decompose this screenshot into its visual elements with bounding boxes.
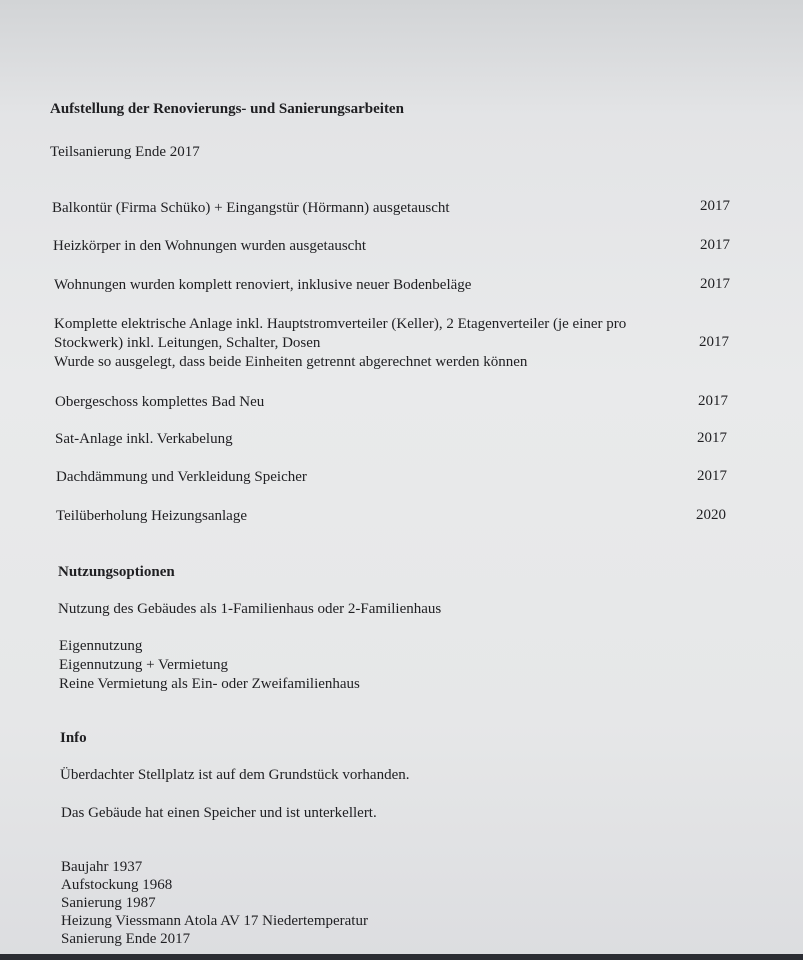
work-item-text: Teilüberholung Heizungsanlage	[56, 508, 247, 524]
usage-heading: Nutzungsoptionen	[58, 564, 175, 580]
usage-option: Eigennutzung + Vermietung	[59, 657, 228, 673]
work-item-text: Dachdämmung und Verkleidung Speicher	[56, 469, 307, 485]
work-item-year: 2017	[700, 198, 730, 214]
work-item-text: Obergeschoss komplettes Bad Neu	[55, 394, 265, 410]
work-item-text: Stockwerk) inkl. Leitungen, Schalter, Dosen	[54, 335, 321, 351]
work-item-text: Komplette elektrische Anlage inkl. Hauptstromverteiler (Keller), 2 Etagenverteiler (je einer pro	[54, 316, 627, 332]
info-fact: Baujahr 1937	[61, 859, 143, 875]
work-item-text: Sat-Anlage inkl. Verkabelung	[55, 431, 233, 447]
work-item-year: 2017	[697, 430, 727, 446]
info-fact: Aufstockung 1968	[61, 877, 173, 893]
info-fact: Heizung Viessmann Atola AV 17 Niedertemperatur	[61, 913, 368, 929]
work-item-text: Balkontür (Firma Schüko) + Eingangstür (Hörmann) ausgetauscht	[52, 200, 450, 216]
usage-option: Eigennutzung	[59, 638, 143, 654]
screen-bezel-edge	[0, 954, 803, 960]
work-item-year: 2017	[699, 334, 729, 350]
work-item-text: Wohnungen wurden komplett renoviert, inklusive neuer Bodenbeläge	[54, 277, 472, 293]
info-line: Das Gebäude hat einen Speicher und ist unterkellert.	[61, 805, 377, 821]
info-line: Überdachter Stellplatz ist auf dem Grundstück vorhanden.	[60, 767, 410, 783]
usage-intro: Nutzung des Gebäudes als 1-Familienhaus oder 2-Familienhaus	[58, 601, 442, 617]
document-subtitle: Teilsanierung Ende 2017	[50, 144, 200, 160]
work-item-year: 2017	[698, 393, 728, 409]
work-item-year: 2017	[697, 468, 727, 484]
document-title: Aufstellung der Renovierungs- und Sanierungsarbeiten	[50, 101, 404, 117]
work-item-year: 2020	[696, 507, 726, 523]
work-item-year: 2017	[700, 237, 730, 253]
info-fact: Sanierung 1987	[61, 895, 156, 911]
work-item-text: Heizkörper in den Wohnungen wurden ausgetauscht	[53, 238, 367, 254]
info-fact: Sanierung Ende 2017	[61, 931, 191, 947]
info-heading: Info	[60, 730, 87, 746]
usage-option: Reine Vermietung als Ein- oder Zweifamilienhaus	[59, 676, 360, 692]
work-item-text: Wurde so ausgelegt, dass beide Einheiten getrennt abgerechnet werden können	[54, 354, 528, 370]
work-item-year: 2017	[700, 276, 730, 292]
